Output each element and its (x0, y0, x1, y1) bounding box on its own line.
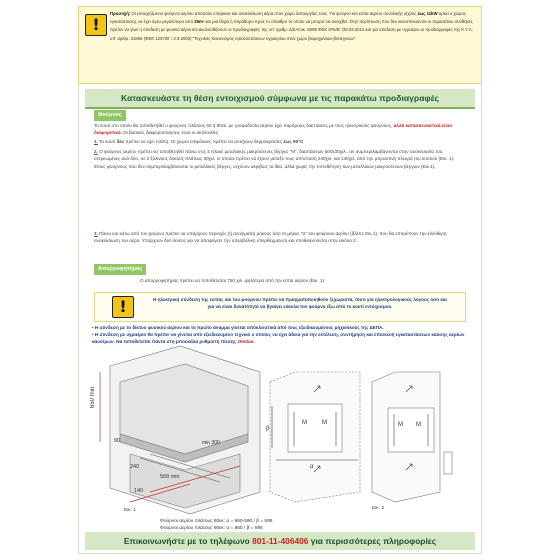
bullet-text: Η σύνδεση με υγραέριο θα πρέπει να γίνεται από εξειδικευμένο τεχνικό ο οποίος να έχει άδεια για την εκτέλεση, συντήρηση και επισκευή εγκαταστάσεων καύσης αερίων καυσίμων. Να τοποθετείται πάντα στη μπουκάλα ρυθμιστή πίεσης (92, 332, 465, 345)
contact-text: Επικοινωνήστε με το τηλέφωνο (123, 536, 253, 546)
alpha-label: α (310, 464, 314, 470)
contact-bar (85, 532, 475, 550)
oven-intro-text: Οι βασικές διαφοροποιήσεις είναι οι ακόλουθες: (121, 130, 220, 136)
item-text: πρέπει να έχει πλάτη. Οι χώροι επιφάνειες πρέπει να αντέχουν θερμοκρασίες (124, 139, 284, 144)
oven-item-2 (94, 148, 466, 170)
figure-1 (100, 346, 260, 514)
bullet-text: Η σύνδεση με το δίκτυο φυσικού αερίου και το πρώτο άναμμα γίνεται αποκλειστικά από τους εξειδικευμένους μηχανικούς της ΔΕΠΑ. (94, 325, 384, 330)
dimension-line: Φούρνοι αερίου πλάτους 60εκ: α = 560-590 / β = 595 (160, 519, 273, 524)
mark-label: M (302, 420, 307, 426)
item-text: Πάνω και κάτω από τον φούρνο πρέπει να υπάρχουν περιοχές (ή ανοίγματα) μήκους όσο το μήκος "α" του φούρνου αερίου (βλέπε Εικ.1), που θα επιτρέπουν την ελεύθερη ανακύκλωση του αέρα. Υπάρχουν δύο λύσεις για να αποφύγετε την υπερβολική υπερθέρμανση και υποθεικνύονται στην εικόνα 2. (94, 231, 447, 244)
item-number: 3. (94, 231, 98, 236)
item-bold: δεν (116, 139, 125, 144)
oven-intro-text: Το κουτί στο οποίο θα τοποθετηθεί ο φούρνος πλάτους 60 ή 90εκ. με τροφοδοσία αερίου έχει παρόμοιες διαστάσεις με τους ηλεκτρικούς φούρνους, (94, 123, 394, 128)
dim-label: 568 min (160, 474, 180, 480)
oven-item-1 (94, 138, 466, 145)
bullet-item: • Η σύνδεση με υγραέριο θα πρέπει να γίνεται από εξειδικευμένο τεχνικό ο οποίος να έχει άδεια για την εκτέλεση, συντήρηση και επισκευή εγκαταστάσεων καύσης αερίων καυσίμων. Να τοποθετείται πάντα στη μπουκάλα ρυθμιστή πίεσης 29mbar. (92, 332, 465, 345)
contact-text: για περισσότερες πληροφορίες (308, 536, 437, 546)
installation-figure (90, 342, 470, 518)
warning-power: έως 11kW (417, 11, 438, 16)
notice-warning-icon: ! (112, 296, 134, 318)
oven-item-3 (94, 230, 466, 245)
bullet-red: 29mbar. (237, 339, 255, 345)
bullet-item: • Η σύνδεση με το δίκτυο φυσικού αερίου και το πρώτο άναμμα γίνεται αποκλειστικά από τους εξειδικευμένους μηχανικούς της ΔΕΠΑ. (92, 325, 384, 330)
warning-text-part: Οι εντοιχιζόμενοι φούρνοι αερίου απαιτούν επάρκεια και ανακύκλωση αέρα στον χώρο λειτουργίας τους. Για φούρνο και εστία αερίου συνολικής ισχύος (131, 11, 418, 16)
item-temp: έως 90°C (283, 139, 304, 144)
section-heading: Κατασκευάστε τη θέση εντοιχισμού σύμφωνα με τις παρακάτω προδιαγραφές (85, 89, 475, 109)
item-text: Ο φούρνος αερίου πρέπει να τοποθετηθεί πάνω στις 4 πλακέ μεταλλικές μακρόστενες βέργες "M", διαστάσεων 500x30χιλ., αν συμπεριλαμβάνονται στην συσκευασία του, στερεωμένες ανά δύο, σε 2 ξύλινους δοκούς πλάτους 30χιλ. οι οποίοι πρέπει να έχουν μεταξύ τους απόσταση 240χιλ. και 140χιλ. από την μπροστινή πλευρά του κουτιού (Εικ. 1). Στους φούρνους που δεν συμπεριλαμβάνονται οι μεταλλικές βέργες, ισχύουν ακριβώς τα ίδια, αλλά χωρίς την τοποθέτηση των μεταλλικών μακρόστενων βεργών (Εικ.1). (94, 149, 455, 169)
hood-label: Απορροφητήρας (94, 264, 146, 275)
warning-title: Προσοχή: (110, 11, 131, 16)
warning-text-part: και μια θύρα ή παράθυρο προς το ύπαιθρο το οποίο να μπορεί να ανοιχθεί. Στην περίπτωση που δεν ικανοποιούνται οι παραπάνω συνθήκες πρέπει να γίνει η σύνδεση με φυσικό αέριο και ακολουθήσουν οι προδιαγραφές της υπ' αριθμ. Δ3/Α/οικ. 6598 ΦΕΚ 976/Β' /28.03.2012 και για σύνδεση με υγραέριο οι προδιαγραφές της Κ.Υ.Α. υπ' αριθμ. 31856 (ΦΕΚ 1257/Β' / 3.9.2003) "Τεχνικός Κανονισμός εγκαταστάσεων υγραερίου στον χώρο βιομηχανιών-βιοτεχνιών". (110, 19, 473, 41)
vent-box (444, 452, 452, 474)
mark-label: M (416, 422, 421, 428)
oven-intro (94, 122, 466, 137)
warning-text (110, 10, 476, 43)
warning-icon: ! (85, 14, 107, 36)
item-number: 2. (94, 149, 98, 154)
oven-intro-red: αλλά κατασκευαστικά είναι διαφορετικό. (94, 123, 453, 136)
beta-label: β (266, 426, 270, 432)
item-number: 1. (94, 139, 98, 144)
mark-label: M (322, 420, 327, 426)
mark-label: M (398, 422, 403, 428)
figure-2-caption: Εικ. 2 (372, 506, 384, 511)
contact-phone[interactable]: 801-11-406406 (252, 536, 309, 546)
figure-2-right (372, 372, 452, 502)
dim-label: 650 min (90, 386, 96, 408)
item-text: Το κουτί (97, 139, 117, 144)
oven-label: Φούρνος (94, 110, 126, 121)
warning-text-part: αρκεί ο χώρος εγκατάστασης να έχει όγκο μεγαλύτερο από (110, 11, 466, 25)
dim-label: 140 (134, 488, 144, 494)
dimension-line: Φούρνοι αερίου πλάτους 90εκ: α = 860 / β = 895 (160, 526, 263, 531)
notice-text: Η ηλεκτρική σύνδεση της εστίας και του φούρνου πρέπει να πραγματοποιηθούν ξεχωριστά, τόσο για ηλεκτρολογικούς λόγους όσο και για να είναι δυνατότητα να βγαίνει εύκολα τον φούρνο έξω από το κουτί εντοιχισμού. (153, 297, 447, 310)
oven-box (288, 404, 342, 452)
dimension-notes (160, 518, 272, 532)
dim-label: min 300 (202, 440, 220, 446)
figure-1-caption: Εικ. 1 (124, 508, 136, 513)
dim-label: 240 (130, 464, 140, 470)
figure-2-left (270, 372, 360, 502)
warning-volume: 25m³ (194, 19, 205, 25)
oven-box (388, 408, 434, 452)
hood-text: Ο απορροφητήρας πρέπει να τοποθετείται 750 χιλ. ψηλότερα από την εστία αερίου (Εικ. 1). (140, 278, 326, 283)
dim-label: 90 (114, 438, 121, 444)
